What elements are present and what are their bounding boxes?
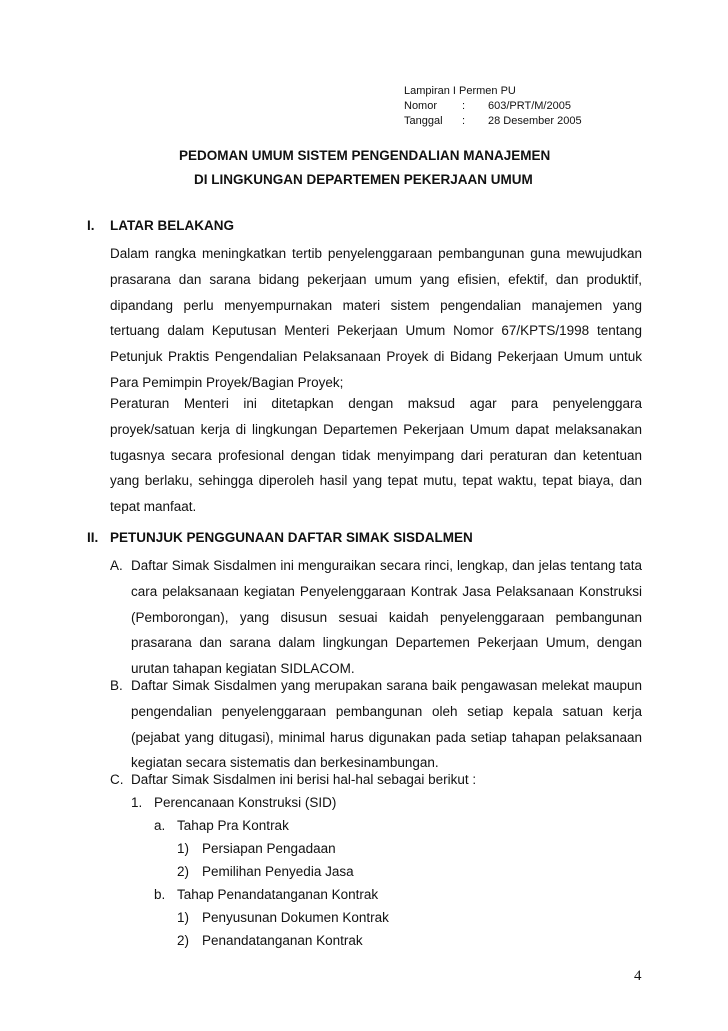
section1-paragraph-2: Peraturan Menteri ini ditetapkan dengan maksud agar para penyelenggara proyek/satuan kerja di lingkungan Departemen Pekerjaan Umum dapat melaksanakan tugasnya secara profesional dengan tidak menyimpang dari peraturan dan ketentuan yang berlaku, sehingga diperoleh hasil yang tepat mutu, tepat waktu, tepat biaya, dan tepat manfaat.: [110, 396, 642, 515]
item-a-marker: A.: [110, 558, 123, 573]
nomor-label: Nomor: [404, 100, 438, 112]
section1-number: I.: [87, 218, 95, 233]
item-c-text: Daftar Simak Sisdalmen ini berisi hal-hal sebagai berikut :: [131, 772, 477, 787]
section2-heading: PETUNJUK PENGGUNAAN DAFTAR SIMAK SISDALMEN: [110, 530, 473, 545]
lampiran-title: Lampiran I Permen PU: [404, 85, 516, 97]
c1-text: Perencanaan Konstruksi (SID): [154, 795, 337, 810]
c1b2-text: Penandatanganan Kontrak: [202, 933, 363, 948]
c1a2-marker: 2): [177, 864, 190, 879]
document-title-line2: DI LINGKUNGAN DEPARTEMEN PEKERJAAN UMUM: [194, 172, 533, 187]
nomor-colon: :: [462, 100, 466, 112]
c1a-text: Tahap Pra Kontrak: [177, 818, 289, 833]
item-a-text: Daftar Simak Sisdalmen ini menguraikan secara rinci, lengkap, dan jelas tentang tata cara pelaksanaan kegiatan Penyelenggaraan Kontrak Jasa Pelaksanaan Konstruksi (Pemborongan), yang disusun sesuai kaidah penyelenggaraan pembangunan prasarana dan sarana dalam lingkungan Departemen Pekerjaan Umum, dengan urutan tahapan kegiatan SIDLACOM.: [131, 558, 642, 677]
c1b1-text: Penyusunan Dokumen Kontrak: [202, 910, 389, 925]
tanggal-label: Tanggal: [404, 115, 443, 127]
nomor-row: [404, 99, 604, 114]
item-b-marker: B.: [110, 678, 123, 693]
nomor-value: 603/PRT/M/2005: [488, 100, 571, 112]
document-title-line1: PEDOMAN UMUM SISTEM PENGENDALIAN MANAJEMEN: [179, 148, 551, 163]
c1b1-marker: 1): [177, 910, 190, 925]
c1a2-text: Pemilihan Penyedia Jasa: [202, 864, 354, 879]
tanggal-row: [404, 114, 604, 129]
tanggal-value: 28 Desember 2005: [488, 115, 582, 127]
section1-heading: LATAR BELAKANG: [110, 218, 234, 233]
c1-marker: 1.: [131, 795, 143, 810]
section1-paragraph-1: Dalam rangka meningkatkan tertib penyelenggaraan pembangunan guna mewujudkan prasarana dan sarana bidang pekerjaan umum yang efisien, efektif, dan produktif, dipandang perlu menyempurnakan materi sistem pengendalian manajemen yang tertuang dalam Keputusan Menteri Pekerjaan Umum Nomor 67/KPTS/1998 tentang Petunjuk Praktis Pengendalian Pelaksanaan Proyek di Bidang Pekerjaan Umum untuk Para Pemimpin Proyek/Bagian Proyek;: [110, 246, 642, 390]
c1b-text: Tahap Penandatanganan Kontrak: [177, 887, 379, 902]
c1a-marker: a.: [154, 818, 166, 833]
item-c-marker: C.: [110, 772, 124, 787]
c1b-marker: b.: [154, 887, 166, 902]
c1b2-marker: 2): [177, 933, 190, 948]
section2-number: II.: [87, 530, 99, 545]
page-number: 4: [634, 968, 642, 984]
tanggal-colon: :: [462, 115, 466, 127]
item-b-text: Daftar Simak Sisdalmen yang merupakan sarana baik pengawasan melekat maupun pengendalian penyelenggaraan pembangunan oleh setiap kepala satuan kerja (pejabat yang ditugasi), minimal harus digunakan pada setiap tahapan pelaksanaan kegiatan secara sistematis dan berkesinambungan.: [131, 678, 642, 771]
lampiran-block: [404, 84, 604, 129]
c1a1-marker: 1): [177, 841, 190, 856]
c1a1-text: Persiapan Pengadaan: [202, 841, 336, 856]
